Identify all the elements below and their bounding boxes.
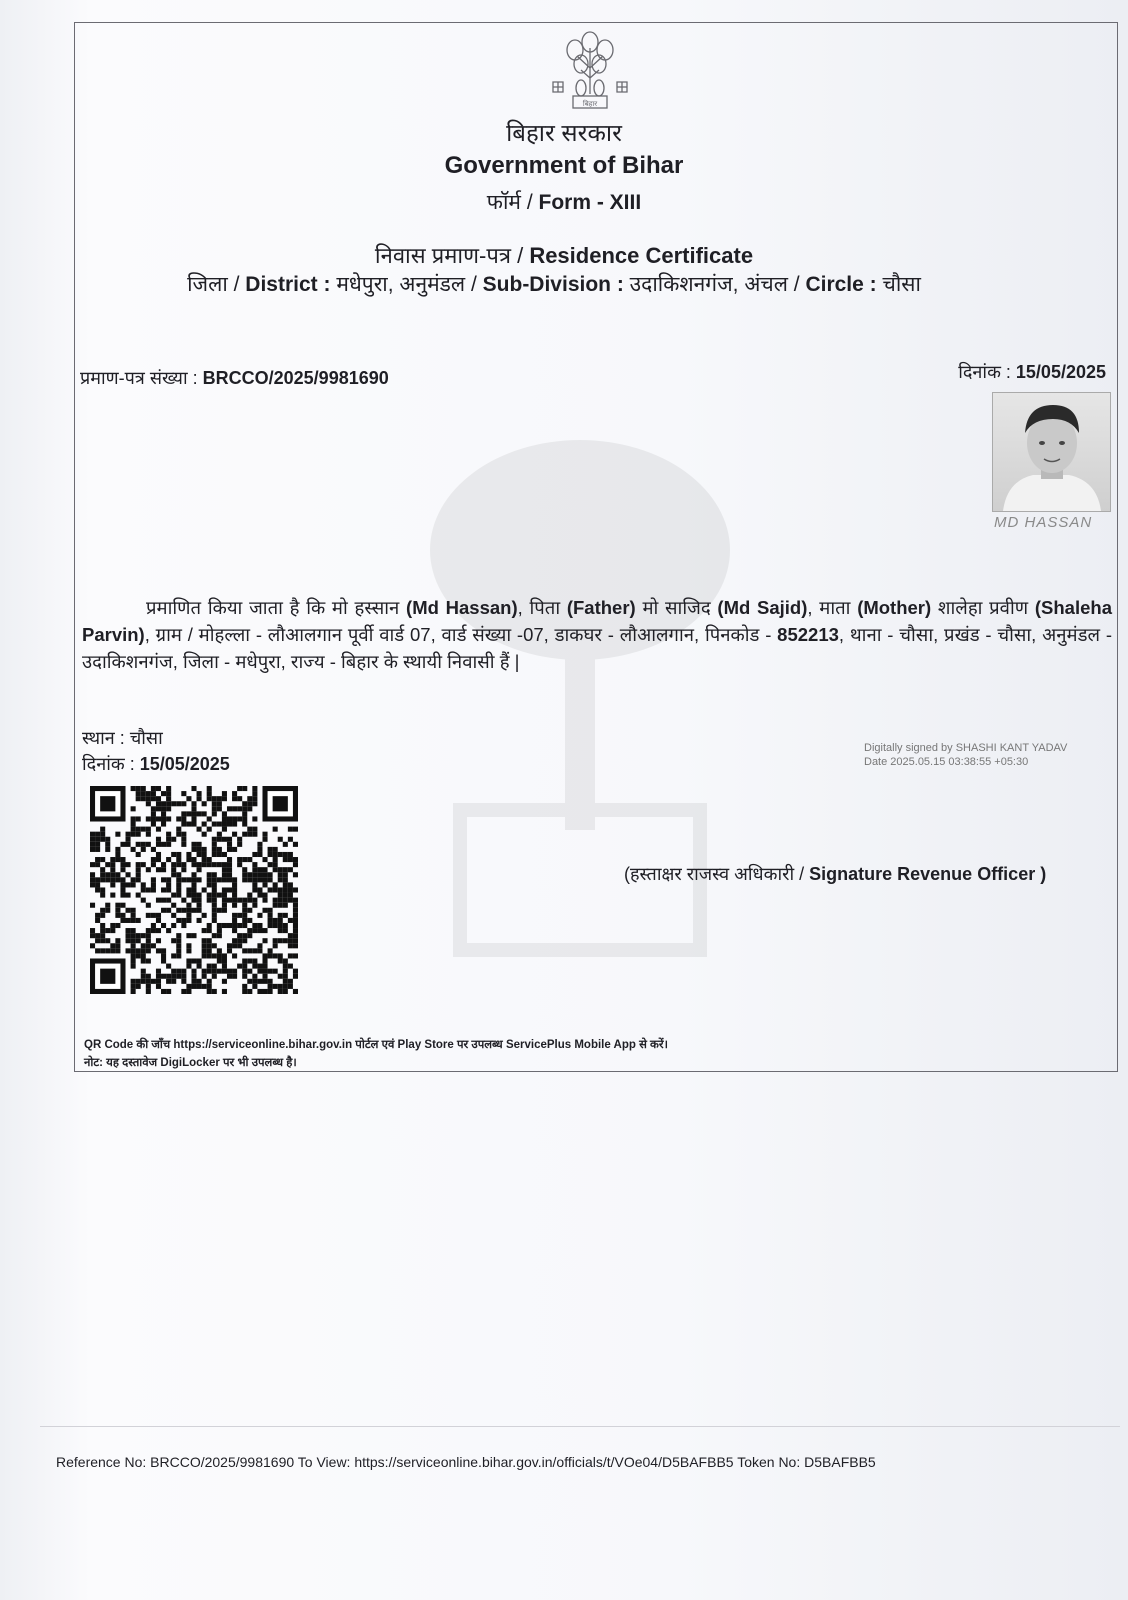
form-label-hi: फॉर्म / [486,191,539,214]
district-label-hi: जिला / [187,273,246,296]
statement-text: , थाना - चौसा, प्रखंड - चौसा, अनुमंडल - उदाकिशनगंज, जिला - मधेपुरा, राज्य - बिहार के स्थायी निवासी हैं | [82,624,1112,672]
circle-value: चौसा [882,273,921,296]
mother-label-en: (Mother) [857,597,932,618]
cert-number-label: प्रमाण-पत्र संख्या : [80,368,203,388]
statement-text: शालेहा प्रवीण [931,597,1035,618]
mother-name-en: (Shaleha Parvin) [82,597,1112,645]
signature-label-hi: (हस्ताक्षर राजस्व अधिकारी / [624,864,810,884]
place-label: स्थान : [82,728,130,748]
digital-signature-signer: Digitally signed by SHASHI KANT YADAV [864,742,1068,754]
circle-label: Circle : [805,273,883,296]
issue-date [958,360,1106,384]
subdivision-value: उदाकिशनगंज, अंचल / [629,273,806,296]
certificate-title [0,240,1128,270]
place-value: चौसा [129,728,163,748]
signature-label-en: Signature Revenue Officer ) [809,864,1047,884]
emblem-label: बिहार [582,100,598,108]
district-label-en: District : [245,273,337,296]
jurisdiction-line [0,270,1118,298]
applicant-photo [992,392,1111,512]
subdivision-label: Sub-Division : [482,273,630,296]
footer-divider [40,1426,1120,1427]
statement-text: , माता [807,597,858,618]
signing-date-value: 15/05/2025 [139,754,230,774]
signature-label [624,862,1046,886]
issue-date-value: 15/05/2025 [1015,362,1106,382]
qr-note-line2: नोट: यह दस्तावेज DigiLocker पर भी उपलब्ध है। [84,1057,297,1069]
certificate-number [80,366,389,390]
certificate-statement [82,594,1112,675]
district-value: मधेपुरा, अनुमंडल / [336,273,483,296]
qr-verification-note [84,1036,668,1072]
statement-text: प्रमाणित किया जाता है कि मो हस्सान [146,597,407,618]
place [82,726,163,750]
reference-line: Reference No: BRCCO/2025/9981690 To View: https://serviceonline.bihar.gov.in/officials/t/VOe04/D5BAFBB5 Token No: D5BAFBB5 [56,1454,876,1470]
photo-caption: MD HASSAN [994,514,1093,531]
signing-date-label: दिनांक : [82,754,140,774]
qr-code-icon[interactable] [90,786,298,994]
qr-note-line1: QR Code की जाँच https://serviceonline.bihar.gov.in पोर्टल एवं Play Store पर उपलब्ध ServicePlus Mobile App से करें। [84,1039,668,1051]
holder-name-en: (Md Hassan) [406,597,518,618]
cert-title-en: Residence Certificate [529,243,754,268]
statement-text: , पिता [517,597,567,618]
person-photo-icon [993,393,1110,511]
statement-text: मो साजिद [635,597,718,618]
father-name-en: (Md Sajid) [717,597,808,618]
cert-title-hi: निवास प्रमाण-पत्र / [374,243,530,268]
state-name-english: Government of Bihar [444,152,684,179]
issue-date-label: दिनांक : [958,362,1016,382]
statement-text: , ग्राम / मोहल्ला - लौआलगान पूर्वी वार्ड 07, वार्ड संख्या -07, डाकघर - लौआलगान, पिनकोड - [144,624,778,645]
form-number [0,188,1128,216]
state-name-hindi: बिहार सरकार [506,120,622,147]
form-label-en: Form - XIII [538,191,642,214]
cert-number-value: BRCCO/2025/9981690 [202,368,389,388]
signing-date [82,752,230,776]
pincode: 852213 [777,624,839,645]
bihar-emblem-icon [545,28,635,112]
father-label-en: (Father) [566,597,636,618]
digital-signature [864,741,1067,769]
digital-signature-date: Date 2025.05.15 03:38:55 +05:30 [864,756,1029,768]
